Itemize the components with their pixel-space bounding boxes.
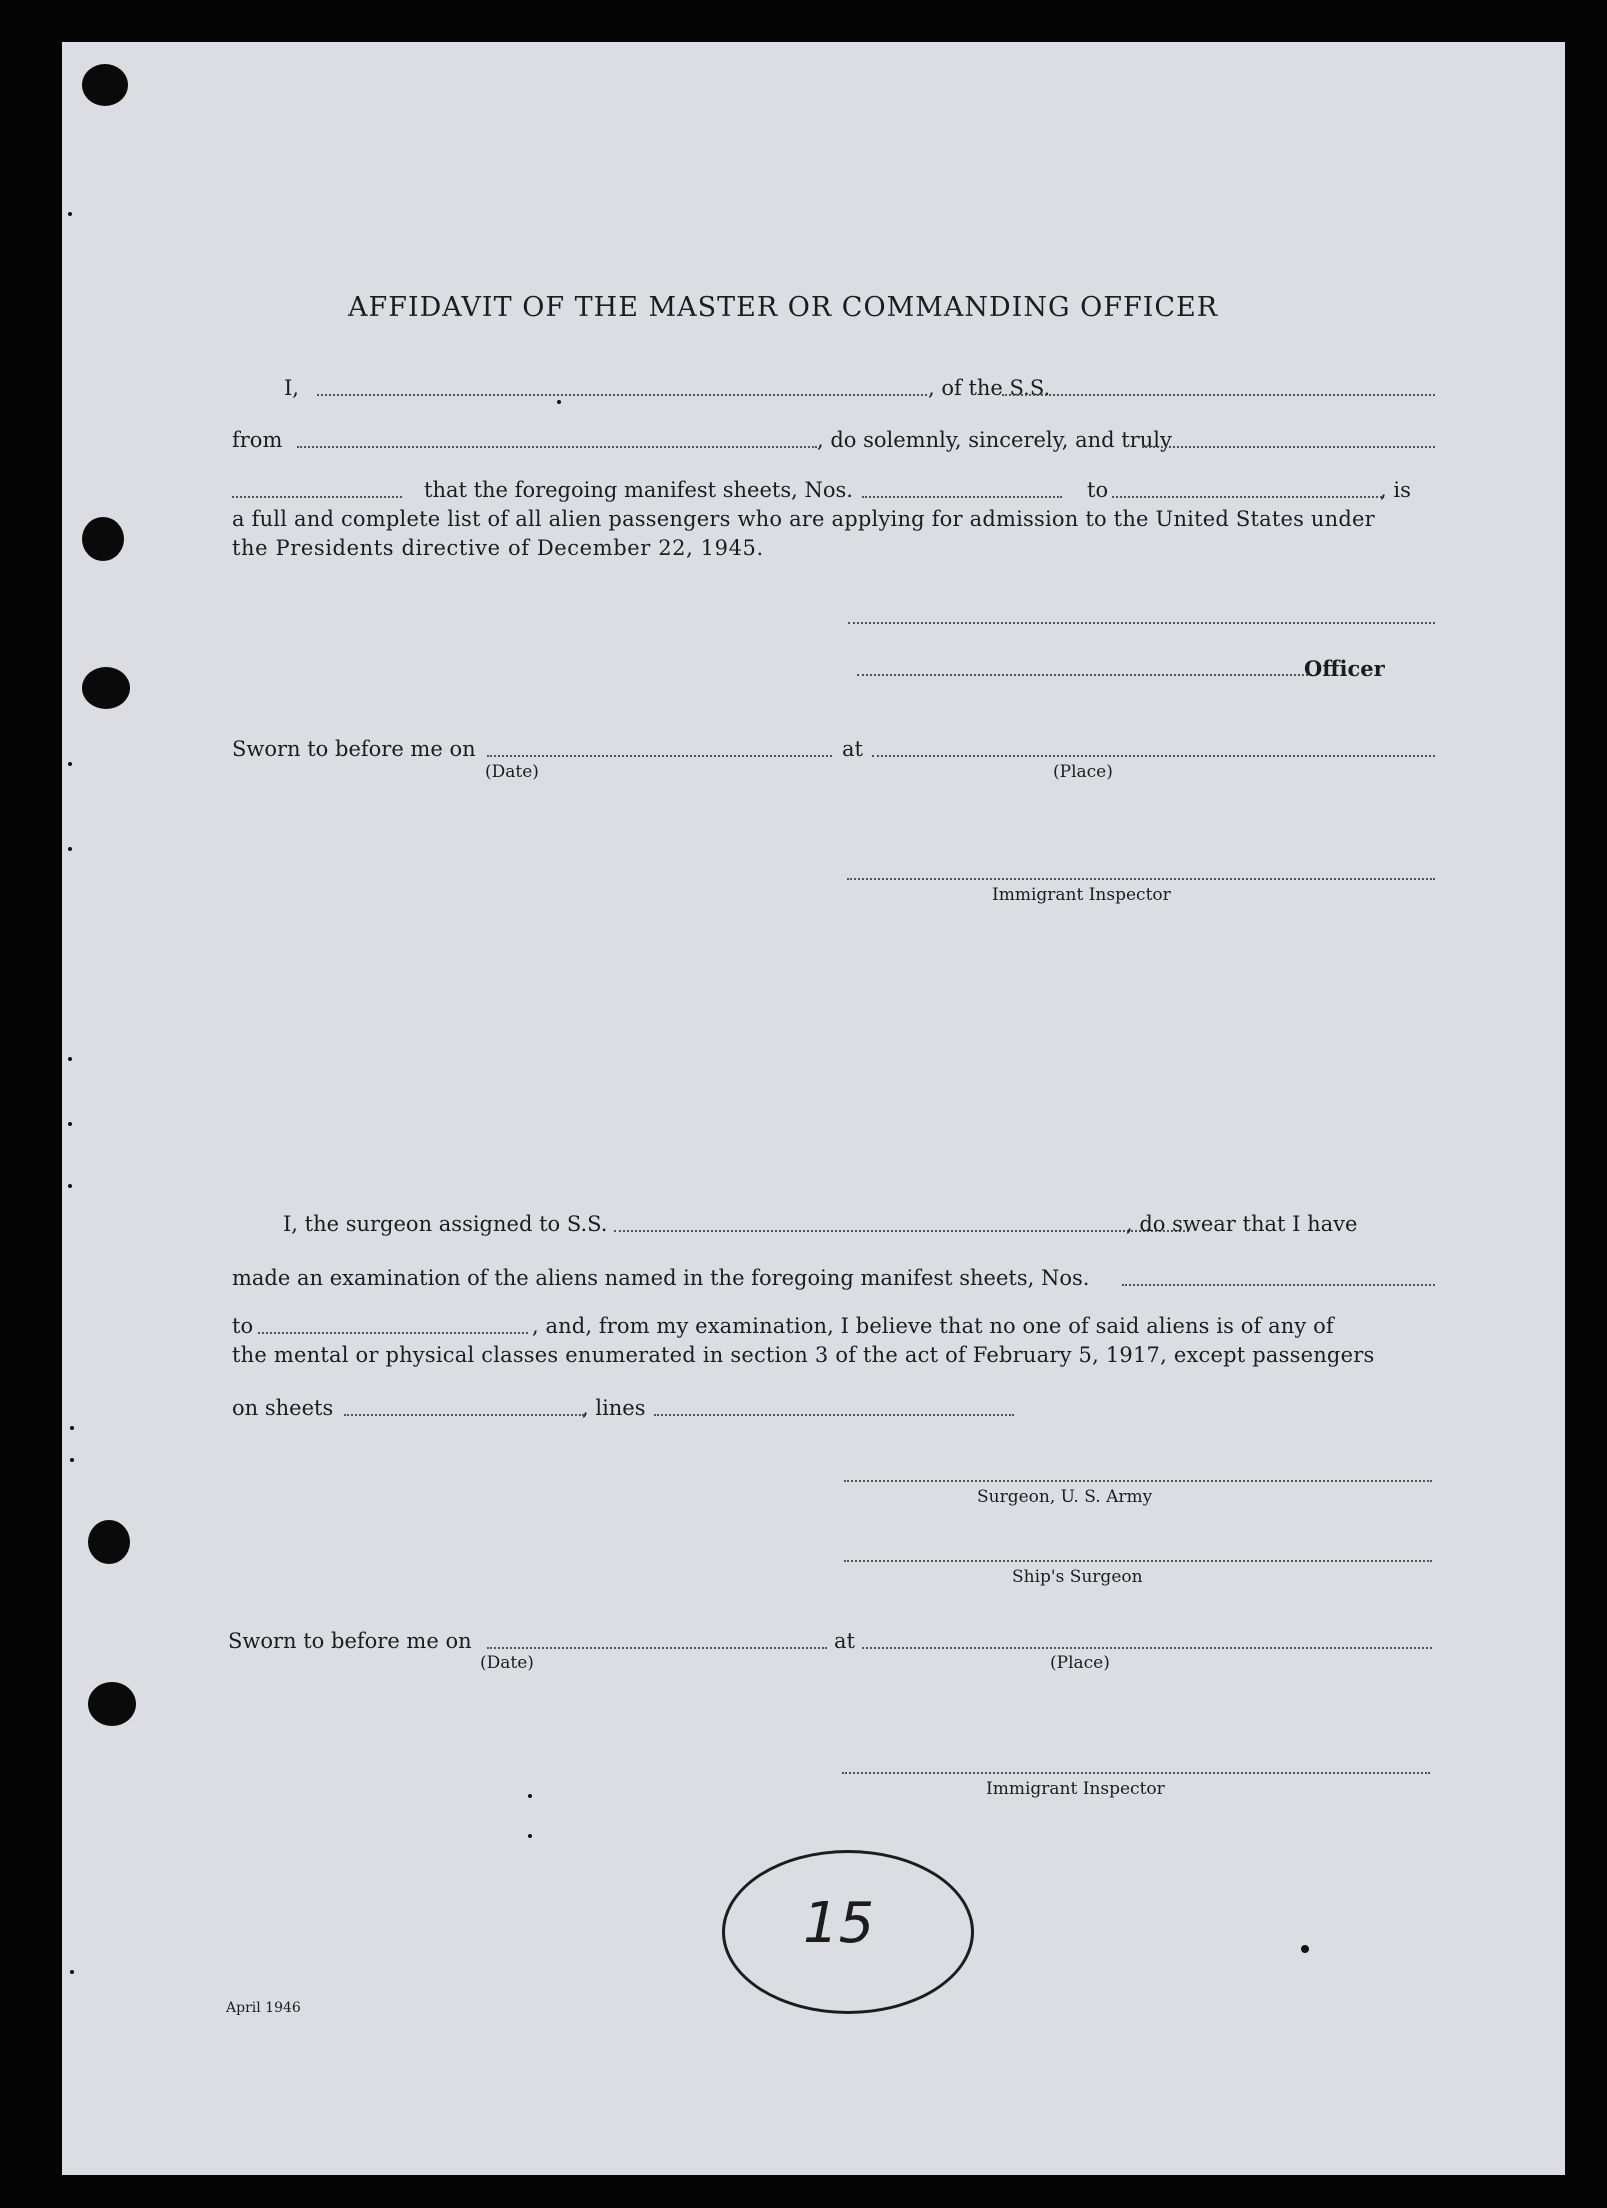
master-is-label: , is	[1380, 478, 1411, 502]
ink-speck	[68, 847, 72, 851]
surgeon-swear-text: , do swear that I have	[1126, 1212, 1358, 1236]
surgeon-sworn-label: Sworn to before me on	[228, 1629, 472, 1653]
ink-speck	[68, 1122, 72, 1126]
master-sheet-to-field[interactable]	[1112, 496, 1382, 498]
surgeon-lines-field[interactable]	[654, 1414, 1014, 1416]
surgeon-sheet-from-field[interactable]	[1122, 1284, 1435, 1286]
surgeon-sworn-place-field[interactable]	[862, 1647, 1432, 1649]
master-oath-word-field[interactable]	[232, 496, 402, 498]
handwritten-number-circle	[722, 1850, 974, 2014]
master-oath-field[interactable]	[1142, 446, 1435, 448]
surgeon-to-label: to	[232, 1314, 254, 1338]
binder-hole	[88, 1520, 130, 1564]
surgeon-belief-text: , and, from my examination, I believe that no one of said aliens is of any of	[532, 1314, 1334, 1338]
master-signature-line[interactable]	[848, 622, 1435, 624]
master-inspector-signature-line[interactable]	[847, 878, 1435, 880]
master-sworn-label: Sworn to before me on	[232, 737, 476, 761]
ink-speck	[528, 1794, 532, 1798]
master-sworn-place-field[interactable]	[872, 755, 1435, 757]
surgeon-date-caption: (Date)	[480, 1653, 534, 1673]
ink-speck	[70, 1970, 74, 1974]
army-surgeon-caption: Surgeon, U. S. Army	[977, 1487, 1153, 1507]
document-page	[62, 42, 1565, 2175]
surgeon-inspector-caption: Immigrant Inspector	[986, 1779, 1165, 1799]
master-ship-field[interactable]	[1002, 394, 1435, 396]
army-surgeon-signature-line[interactable]	[844, 1480, 1432, 1482]
officer-signature-line[interactable]	[857, 674, 1312, 676]
document-title: AFFIDAVIT OF THE MASTER OR COMMANDING OFFICER	[348, 292, 1219, 323]
master-place-caption: (Place)	[1053, 762, 1113, 782]
binder-hole	[82, 64, 128, 106]
master-i-label: I,	[284, 376, 299, 400]
ink-speck	[528, 1834, 532, 1838]
ink-speck	[70, 1426, 74, 1430]
master-inspector-caption: Immigrant Inspector	[992, 885, 1171, 905]
surgeon-lines-label: , lines	[582, 1396, 646, 1420]
handwritten-number: 15	[803, 1891, 875, 1956]
surgeon-ship-field[interactable]	[614, 1230, 1189, 1232]
master-date-caption: (Date)	[485, 762, 539, 782]
ink-speck	[68, 1184, 72, 1188]
binder-hole	[88, 1682, 136, 1726]
binder-hole	[82, 517, 124, 561]
form-date: April 1946	[226, 2000, 301, 2016]
surgeon-sworn-date-field[interactable]	[487, 1647, 827, 1649]
master-ss-label: , of the S.S.	[928, 376, 1051, 400]
ink-speck	[68, 762, 72, 766]
master-sworn-date-field[interactable]	[487, 755, 832, 757]
surgeon-place-caption: (Place)	[1050, 1653, 1110, 1673]
master-swear-text: , do solemnly, sincerely, and truly	[817, 428, 1172, 452]
surgeon-sheets-field[interactable]	[344, 1414, 584, 1416]
surgeon-at-label: at	[834, 1629, 855, 1653]
master-sheet-from-field[interactable]	[862, 496, 1062, 498]
surgeon-sheets-label: on sheets	[232, 1396, 334, 1420]
master-to-label: to	[1087, 478, 1109, 502]
ink-speck	[68, 1057, 72, 1061]
master-from-field[interactable]	[297, 446, 817, 448]
master-manifest-text: that the foregoing manifest sheets, Nos.	[424, 478, 853, 502]
surgeon-classes-text: the mental or physical classes enumerated in section 3 of the act of February 5, 1917, except passengers	[232, 1343, 1375, 1367]
master-directive-line: the Presidents directive of December 22, 1945.	[232, 536, 764, 560]
ink-speck	[68, 212, 72, 216]
surgeon-sheet-to-field[interactable]	[258, 1332, 528, 1334]
ink-speck	[1301, 1945, 1309, 1953]
master-statement-line: a full and complete list of all alien passengers who are applying for admission to the United States under	[232, 507, 1375, 531]
ink-speck	[557, 400, 561, 404]
surgeon-inspector-signature-line[interactable]	[842, 1772, 1430, 1774]
surgeon-intro-text: I, the surgeon assigned to S.S.	[283, 1212, 608, 1236]
ship-surgeon-caption: Ship's Surgeon	[1012, 1567, 1143, 1587]
binder-hole	[82, 667, 130, 709]
officer-label: Officer	[1304, 656, 1385, 681]
ink-speck	[70, 1458, 74, 1462]
master-from-label: from	[232, 428, 283, 452]
surgeon-examination-text: made an examination of the aliens named in the foregoing manifest sheets, Nos.	[232, 1266, 1090, 1290]
master-at-label: at	[842, 737, 863, 761]
master-name-field[interactable]	[317, 394, 927, 396]
ship-surgeon-signature-line[interactable]	[844, 1560, 1432, 1562]
